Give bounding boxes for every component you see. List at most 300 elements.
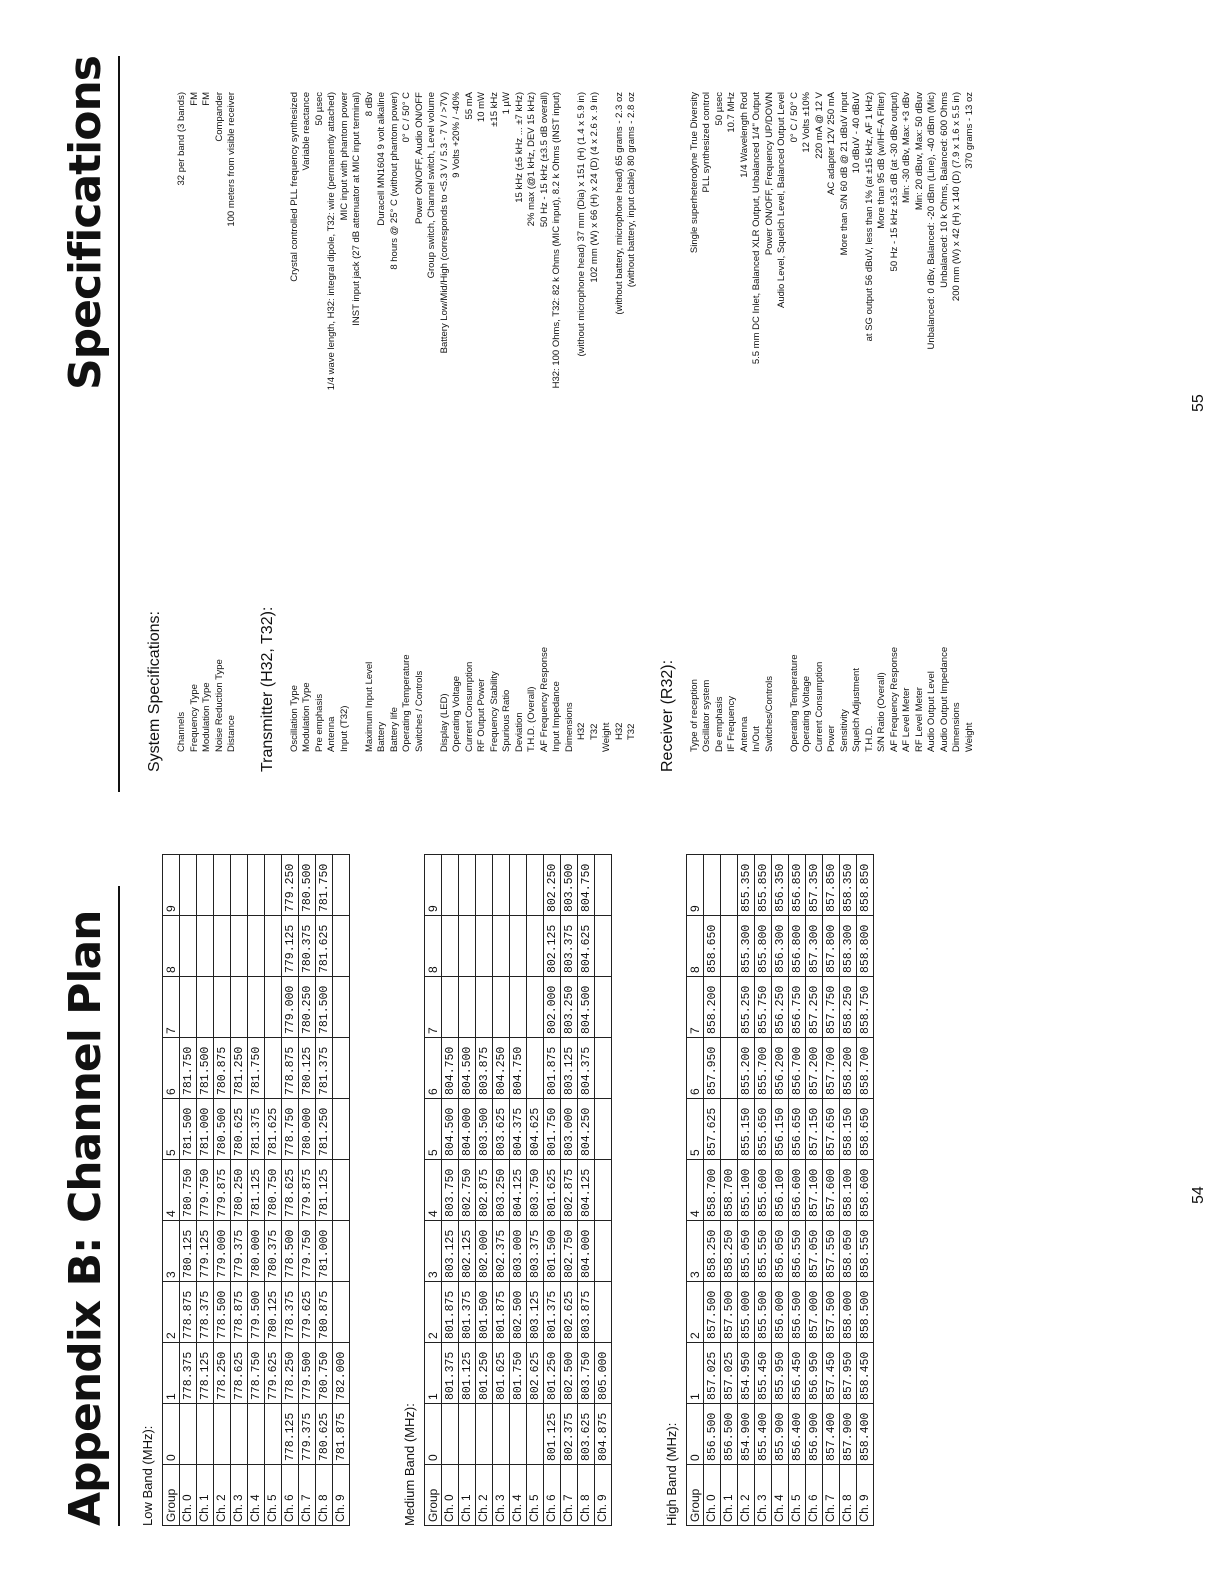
group-column-header: 4 <box>163 1160 180 1221</box>
frequency-cell: 803.375 <box>527 1221 544 1282</box>
spec-row <box>526 92 538 752</box>
spec-value: Variable reactance <box>301 92 312 171</box>
frequency-cell: 856.800 <box>789 916 806 977</box>
spec-row <box>401 92 413 752</box>
frequency-cell: 858.200 <box>840 1038 857 1099</box>
section-heading: Receiver (R32): <box>658 659 676 772</box>
spec-row <box>851 92 863 752</box>
frequency-cell: 779.875 <box>214 1160 231 1221</box>
spec-value: Unbalanced: 10 k Ohms, Balanced: 600 Ohms <box>938 92 950 288</box>
spec-row <box>739 92 751 752</box>
frequency-cell: 858.700 <box>857 1038 874 1099</box>
frequency-cell: 858.000 <box>840 1282 857 1343</box>
channel-label: Ch. 0 <box>704 1465 721 1526</box>
frequency-cell: 804.000 <box>459 1099 476 1160</box>
frequency-cell: 803.250 <box>493 1160 510 1221</box>
frequency-cell: 779.875 <box>299 1160 316 1221</box>
spec-row <box>489 92 501 752</box>
frequency-cell: 804.250 <box>578 1099 595 1160</box>
frequency-cell: 778.375 <box>180 1343 197 1404</box>
frequency-cell <box>721 1038 738 1099</box>
spec-value: Min: 20 dBuv, Max: 50 dBuv <box>913 92 925 211</box>
frequency-cell: 856.600 <box>789 1160 806 1221</box>
frequency-cell <box>442 1404 459 1465</box>
frequency-cell: 780.250 <box>231 1160 248 1221</box>
low-band-label: Low Band (MHz): <box>140 1425 155 1526</box>
frequency-cell: 858.650 <box>857 1099 874 1160</box>
frequency-cell <box>214 916 231 977</box>
spec-value: FM <box>188 92 200 106</box>
spec-row <box>789 92 801 752</box>
frequency-cell: 855.900 <box>772 1404 789 1465</box>
frequency-cell: 857.500 <box>704 1282 721 1343</box>
channel-plan-page <box>0 792 1224 1584</box>
frequency-cell <box>333 1160 350 1221</box>
frequency-cell <box>459 916 476 977</box>
spec-label: Distance <box>226 715 237 752</box>
frequency-cell: 857.025 <box>721 1343 738 1404</box>
spec-value: 50 µsec <box>713 92 725 126</box>
spec-label: Frequency Stability <box>488 671 500 752</box>
channel-label: Ch. 4 <box>510 1465 527 1526</box>
frequency-cell: 778.125 <box>197 1343 214 1404</box>
frequency-cell: 781.750 <box>248 1038 265 1099</box>
frequency-cell: 857.850 <box>823 855 840 916</box>
group-column-header: 5 <box>687 1099 704 1160</box>
medium-band-table <box>424 854 612 1526</box>
spec-value: H32: 100 Ohms, T32: 82 k Ohms (MIC input), 8.2 k Ohms (INST input) <box>551 92 562 389</box>
group-column-header: 1 <box>425 1343 442 1404</box>
frequency-cell <box>265 855 282 916</box>
spec-label: Switches/Controls <box>763 675 775 752</box>
frequency-cell: 858.700 <box>721 1160 738 1221</box>
frequency-cell: 856.700 <box>789 1038 806 1099</box>
frequency-cell: 801.125 <box>459 1343 476 1404</box>
frequency-cell: 855.650 <box>755 1099 772 1160</box>
frequency-cell: 802.125 <box>544 916 561 977</box>
frequency-cell <box>442 977 459 1038</box>
frequency-cell: 779.125 <box>197 1221 214 1282</box>
frequency-cell: 858.450 <box>857 1343 874 1404</box>
specifications-title: Specifications <box>60 56 111 391</box>
frequency-cell: 779.750 <box>299 1221 316 1282</box>
frequency-cell: 857.800 <box>823 916 840 977</box>
frequency-cell <box>180 916 197 977</box>
channel-label: Ch. 2 <box>738 1465 755 1526</box>
spec-row <box>776 92 788 752</box>
frequency-cell: 855.100 <box>738 1160 755 1221</box>
frequency-cell: 858.050 <box>840 1221 857 1282</box>
table-row <box>755 855 772 1526</box>
frequency-cell: 779.625 <box>299 1282 316 1343</box>
frequency-cell: 855.800 <box>755 916 772 977</box>
frequency-cell: 801.625 <box>544 1160 561 1221</box>
spec-row <box>376 92 388 752</box>
frequency-cell <box>265 1404 282 1465</box>
spec-label: H32 <box>576 722 587 740</box>
frequency-cell: 856.750 <box>789 977 806 1038</box>
frequency-cell <box>595 1160 612 1221</box>
spec-value: Crystal controlled PLL frequency synthesized <box>288 92 300 282</box>
spec-value: MIC input with phantom power <box>338 92 350 221</box>
frequency-cell: 804.125 <box>510 1160 527 1221</box>
group-column-header: 4 <box>687 1160 704 1221</box>
frequency-cell: 855.300 <box>738 916 755 977</box>
group-column-header: 6 <box>163 1038 180 1099</box>
frequency-cell: 778.875 <box>231 1282 248 1343</box>
table-row <box>493 855 510 1526</box>
table-row <box>282 855 299 1526</box>
frequency-cell: 778.250 <box>282 1343 299 1404</box>
section-heading: Transmitter (H32, T32): <box>258 606 276 772</box>
spec-label: RF Output Power <box>476 678 487 752</box>
table-row <box>265 855 282 1526</box>
channel-label: Ch. 7 <box>299 1465 316 1526</box>
spec-value: Single superheterodyne True Diversity <box>688 92 700 254</box>
frequency-cell <box>721 977 738 1038</box>
spec-row <box>714 92 726 752</box>
spec-value: 220 mA @ 12 V <box>813 92 825 159</box>
spec-row <box>414 92 426 752</box>
frequency-cell: 802.375 <box>493 1221 510 1282</box>
frequency-cell: 780.500 <box>214 1099 231 1160</box>
group-column-header: 7 <box>163 977 180 1038</box>
spec-row <box>701 92 713 752</box>
spec-label: De emphasis <box>713 696 725 752</box>
frequency-cell <box>476 977 493 1038</box>
frequency-cell: 857.900 <box>840 1404 857 1465</box>
spec-label: Battery life <box>388 707 400 752</box>
frequency-cell: 781.250 <box>231 1038 248 1099</box>
frequency-cell <box>214 855 231 916</box>
group-column-header: 1 <box>163 1343 180 1404</box>
frequency-cell: 801.375 <box>544 1282 561 1343</box>
specifications-rule <box>118 56 120 792</box>
frequency-cell <box>248 916 265 977</box>
spec-row <box>214 92 226 752</box>
title-rule <box>118 886 120 1526</box>
table-row <box>738 855 755 1526</box>
frequency-cell: 858.100 <box>840 1160 857 1221</box>
spec-label: Antenna <box>738 716 750 752</box>
frequency-cell: 780.625 <box>231 1099 248 1160</box>
frequency-cell: 802.750 <box>561 1221 578 1282</box>
frequency-cell: 857.500 <box>721 1282 738 1343</box>
high-band-table <box>686 854 874 1526</box>
spec-value: (without battery, microphone head) 65 grams - 2.3 oz <box>613 92 625 315</box>
frequency-cell: 855.350 <box>738 855 755 916</box>
frequency-cell: 858.250 <box>721 1221 738 1282</box>
frequency-cell: 781.500 <box>197 1038 214 1099</box>
group-column-header: 4 <box>425 1160 442 1221</box>
frequency-cell: 801.750 <box>544 1099 561 1160</box>
frequency-cell: 803.000 <box>561 1099 578 1160</box>
spec-label: Squelch Adjustment <box>851 668 862 752</box>
frequency-cell: 801.500 <box>544 1221 561 1282</box>
spec-label: Noise Reduction Type <box>213 659 225 752</box>
frequency-cell: 803.625 <box>578 1404 595 1465</box>
channel-label: Ch. 7 <box>823 1465 840 1526</box>
spec-label: Input Impedance <box>551 681 562 752</box>
spec-value: Power ON/OFF, Frequency UP/DOWN <box>763 92 775 256</box>
frequency-cell <box>333 1282 350 1343</box>
spec-row <box>426 92 438 752</box>
table-row <box>789 855 806 1526</box>
frequency-cell: 779.125 <box>282 916 299 977</box>
frequency-cell <box>493 855 510 916</box>
frequency-cell: 857.600 <box>823 1160 840 1221</box>
frequency-cell: 855.050 <box>738 1221 755 1282</box>
frequency-cell: 803.125 <box>561 1038 578 1099</box>
group-column-header: 0 <box>425 1404 442 1465</box>
group-column-header: 0 <box>163 1404 180 1465</box>
frequency-cell <box>493 916 510 977</box>
spec-value: 1/4 wave length, H32: integral dipole, T32: wire (permanently attached) <box>326 92 337 391</box>
frequency-cell <box>493 977 510 1038</box>
spec-value: 100 meters from visible receiver <box>226 92 237 227</box>
spec-label: Frequency Type <box>188 684 200 752</box>
frequency-cell: 804.125 <box>578 1160 595 1221</box>
frequency-cell: 801.625 <box>493 1343 510 1404</box>
spec-value: 32 per band (3 bands) <box>176 92 187 186</box>
frequency-cell <box>510 916 527 977</box>
section-heading: System Specifications: <box>146 611 163 772</box>
frequency-cell <box>231 1404 248 1465</box>
frequency-cell: 779.500 <box>299 1343 316 1404</box>
spec-label: Audio Output Level <box>926 671 937 752</box>
frequency-cell: 858.400 <box>857 1404 874 1465</box>
spec-value: ±15 kHz <box>488 92 500 127</box>
frequency-cell <box>333 977 350 1038</box>
frequency-cell: 856.100 <box>772 1160 789 1221</box>
frequency-cell <box>595 1221 612 1282</box>
group-column-header: 2 <box>425 1282 442 1343</box>
spec-row <box>476 92 488 752</box>
frequency-cell <box>197 977 214 1038</box>
spec-label: Modulation Type <box>201 682 212 752</box>
frequency-cell <box>197 855 214 916</box>
table-row <box>527 855 544 1526</box>
frequency-cell: 778.500 <box>282 1221 299 1282</box>
frequency-cell: 778.875 <box>282 1038 299 1099</box>
frequency-cell: 858.750 <box>857 977 874 1038</box>
spec-row <box>501 92 513 752</box>
frequency-cell: 779.000 <box>214 1221 231 1282</box>
frequency-cell: 857.050 <box>806 1221 823 1282</box>
frequency-cell <box>231 916 248 977</box>
frequency-cell: 778.500 <box>214 1282 231 1343</box>
frequency-cell: 858.500 <box>857 1282 874 1343</box>
frequency-cell: 804.000 <box>578 1221 595 1282</box>
spec-row <box>764 92 776 752</box>
group-column-header: 2 <box>687 1282 704 1343</box>
frequency-cell: 778.750 <box>248 1343 265 1404</box>
channel-label: Ch. 8 <box>578 1465 595 1526</box>
spec-label: Antenna <box>326 716 337 752</box>
spec-label: H32 <box>613 722 625 740</box>
frequency-cell: 857.650 <box>823 1099 840 1160</box>
spec-label: Power <box>826 725 837 752</box>
frequency-cell <box>595 1099 612 1160</box>
spec-label: Dimensions <box>951 702 962 752</box>
frequency-cell: 802.250 <box>544 855 561 916</box>
group-header: Group <box>687 1465 704 1526</box>
frequency-cell: 779.750 <box>197 1160 214 1221</box>
spec-value: Compander <box>213 92 225 142</box>
channel-label: Ch. 9 <box>333 1465 350 1526</box>
frequency-cell: 801.250 <box>544 1343 561 1404</box>
spec-value: 12 Volts ±10% <box>801 92 812 153</box>
frequency-cell <box>214 977 231 1038</box>
spec-label: Audio Output Impedance <box>938 646 950 752</box>
group-header: Group <box>425 1465 442 1526</box>
frequency-cell: 804.500 <box>578 977 595 1038</box>
frequency-cell <box>595 1282 612 1343</box>
spec-row <box>614 92 626 752</box>
frequency-cell: 780.750 <box>265 1160 282 1221</box>
table-row <box>840 855 857 1526</box>
frequency-cell: 856.500 <box>789 1282 806 1343</box>
frequency-cell <box>527 1038 544 1099</box>
frequency-cell <box>180 1404 197 1465</box>
frequency-cell <box>527 977 544 1038</box>
frequency-cell: 856.950 <box>806 1343 823 1404</box>
group-column-header: 3 <box>687 1221 704 1282</box>
spec-label: T32 <box>626 723 637 740</box>
table-row <box>806 855 823 1526</box>
frequency-cell: 778.625 <box>282 1160 299 1221</box>
channel-label: Ch. 8 <box>316 1465 333 1526</box>
spec-value: PLL synthesized control <box>701 92 712 193</box>
channel-label: Ch. 1 <box>459 1465 476 1526</box>
spec-label: Weight <box>963 722 975 752</box>
spec-row <box>951 92 963 752</box>
frequency-cell: 779.375 <box>231 1221 248 1282</box>
spec-row <box>539 92 551 752</box>
frequency-cell: 856.000 <box>772 1282 789 1343</box>
spec-row <box>814 92 826 752</box>
frequency-cell: 801.250 <box>476 1343 493 1404</box>
frequency-cell: 855.850 <box>755 855 772 916</box>
frequency-cell: 855.400 <box>755 1404 772 1465</box>
frequency-cell: 856.300 <box>772 916 789 977</box>
frequency-cell: 856.050 <box>772 1221 789 1282</box>
frequency-cell: 804.500 <box>459 1038 476 1099</box>
frequency-cell: 779.625 <box>265 1343 282 1404</box>
frequency-cell: 780.000 <box>248 1221 265 1282</box>
spec-value: 200 mm (W) x 42 (H) x 140 (D) (7.9 x 1.6 x 5.5 in) <box>951 92 962 302</box>
frequency-cell: 857.100 <box>806 1160 823 1221</box>
frequency-cell: 856.450 <box>789 1343 806 1404</box>
spec-label: AF Level Meter <box>901 687 912 752</box>
channel-label: Ch. 7 <box>561 1465 578 1526</box>
spec-value: 1/4 Wavelength Rod <box>738 92 750 178</box>
frequency-cell: 781.625 <box>316 916 333 977</box>
group-column-header: 6 <box>425 1038 442 1099</box>
frequency-cell <box>459 855 476 916</box>
frequency-cell: 781.625 <box>265 1099 282 1160</box>
page-number-left: 54 <box>1190 1186 1207 1204</box>
group-column-header: 1 <box>687 1343 704 1404</box>
frequency-cell: 778.375 <box>282 1282 299 1343</box>
group-column-header: 8 <box>163 916 180 977</box>
spec-row <box>589 92 601 752</box>
spec-label: Maximum Input Level <box>363 661 375 752</box>
spec-row <box>726 92 738 752</box>
spec-row <box>576 92 588 752</box>
spec-row <box>226 92 238 752</box>
frequency-cell: 858.200 <box>704 977 721 1038</box>
frequency-cell: 857.025 <box>704 1343 721 1404</box>
channel-label: Ch. 1 <box>721 1465 738 1526</box>
spec-label: In/Out <box>751 726 762 752</box>
frequency-cell <box>510 855 527 916</box>
frequency-cell: 803.125 <box>442 1221 459 1282</box>
frequency-cell: 804.375 <box>510 1099 527 1160</box>
frequency-cell: 781.125 <box>316 1160 333 1221</box>
spec-value: at SG output 56 dBuV, less than 1% (at ±15 kHz, AF 1 kHz) <box>863 92 875 342</box>
spec-value: FM <box>201 92 212 106</box>
spec-value: 8 dBv <box>363 92 375 117</box>
frequency-cell: 855.150 <box>738 1099 755 1160</box>
spec-value: 50 µsec <box>313 92 325 126</box>
frequency-cell: 778.250 <box>214 1343 231 1404</box>
spec-row <box>464 92 476 752</box>
frequency-cell <box>704 855 721 916</box>
frequency-cell: 802.000 <box>476 1221 493 1282</box>
spec-value: INST input jack (27 dB attenuator at MIC input terminal) <box>351 92 362 326</box>
spec-label: Deviation <box>513 712 525 752</box>
channel-label: Ch. 1 <box>197 1465 214 1526</box>
spec-value: Duracell MN1604 9 volt alkaline <box>376 92 387 226</box>
frequency-cell: 780.875 <box>316 1282 333 1343</box>
table-row <box>561 855 578 1526</box>
spec-label: Modulation Type <box>301 682 312 752</box>
frequency-cell: 803.375 <box>561 916 578 977</box>
spec-label: Operating Voltage <box>801 675 812 752</box>
frequency-cell: 804.250 <box>493 1038 510 1099</box>
spec-row <box>339 92 351 752</box>
frequency-cell: 857.550 <box>823 1221 840 1282</box>
spec-value: 2% max (@1 kHz, DEV 15 kHz) <box>526 92 537 227</box>
frequency-cell: 802.625 <box>561 1282 578 1343</box>
high-band-label: High Band (MHz): <box>664 1422 679 1526</box>
frequency-cell: 857.400 <box>823 1404 840 1465</box>
frequency-cell <box>459 1404 476 1465</box>
spec-value: Min: -30 dBv, Max: +3 dBv <box>901 92 912 203</box>
spec-label: Switches / Controls <box>413 670 425 752</box>
frequency-cell: 781.125 <box>248 1160 265 1221</box>
frequency-cell: 780.875 <box>214 1038 231 1099</box>
frequency-cell <box>527 916 544 977</box>
group-column-header: 0 <box>687 1404 704 1465</box>
frequency-cell: 804.750 <box>578 855 595 916</box>
frequency-cell: 803.625 <box>493 1099 510 1160</box>
frequency-cell <box>442 855 459 916</box>
table-row <box>721 855 738 1526</box>
frequency-cell: 779.500 <box>248 1282 265 1343</box>
channel-label: Ch. 6 <box>544 1465 561 1526</box>
spec-value: 9 Volts +20% / -40% <box>451 92 462 178</box>
spec-value: 1 µW <box>501 92 512 115</box>
spec-row <box>389 92 401 752</box>
frequency-cell: 855.600 <box>755 1160 772 1221</box>
frequency-cell <box>595 855 612 916</box>
frequency-cell: 804.625 <box>527 1099 544 1160</box>
frequency-cell <box>476 1404 493 1465</box>
frequency-cell <box>595 916 612 977</box>
spec-row <box>514 92 526 752</box>
